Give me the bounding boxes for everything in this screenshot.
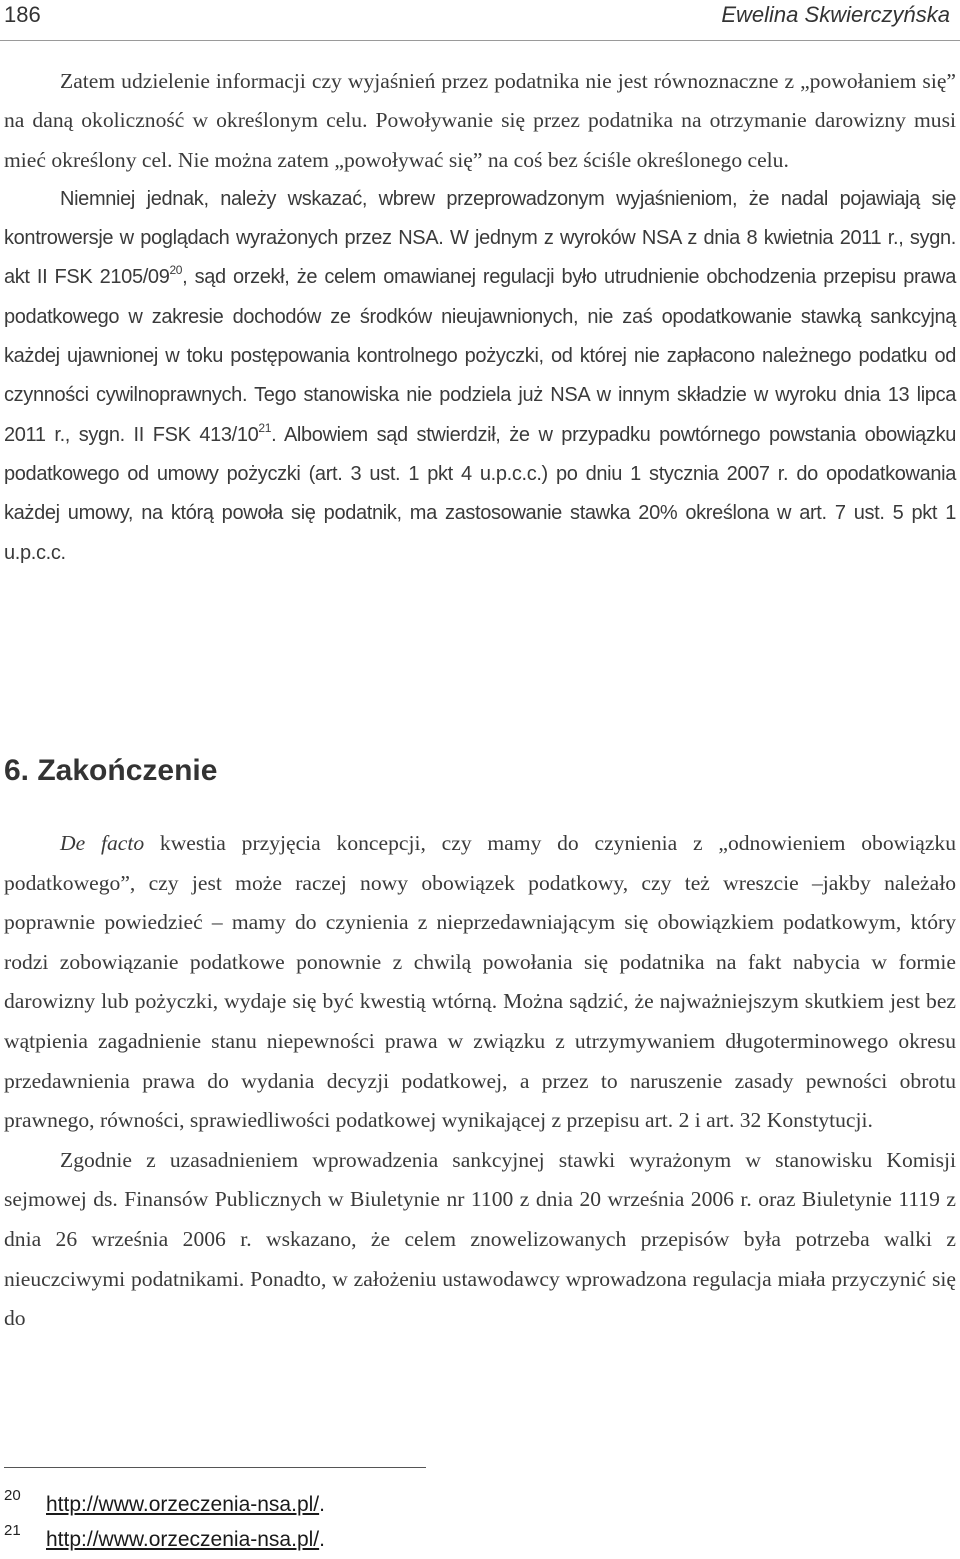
footnote-ref[interactable]: 21 (258, 420, 272, 435)
footnote-number: 20 (4, 1487, 21, 1504)
body-text-block (4, 62, 956, 573)
italic-phrase: De facto (60, 831, 145, 855)
paragraph (4, 824, 956, 1141)
paragraph-text: Niemniej jednak, należy wskazać, wbrew przeprowadzonym wyjaśnieniom, że nadal pojawiają się kontrowersje w poglądach wyrażonych przez NSA. W jednym z wyroków NSA z dnia 8 kwietnia 2011 r., sygn. akt II FSK 2105/09 (4, 187, 956, 289)
paragraph: Zgodnie z uzasadnieniem wprowadzenia sankcyjnej stawki wyrażonym w stanowisku Komisji sejmowej ds. Finansów Publicznych w Biuletynie nr 1100 z dnia 20 września 2006 r. oraz Biuletynie 1119 z dnia 26 września 2006 r. wskazano, że celem znowelizowanych przepisów była potrzeba walki z nieuczciwymi podatnikami. Ponadto, w założeniu ustawodawcy wprowadzona regulacja miała przyczynić się do (4, 1147, 956, 1331)
paragraph: Zatem udzielenie informacji czy wyjaśnień przez podatnika nie jest równoznaczne z „powołaniem się” na daną okoliczność w określonym celu. Powoływanie się przez podatnika na otrzymanie darowizny musi mieć określony cel. Nie można zatem „powoływać się” na coś bez ściśle określonego celu. (4, 69, 956, 172)
footnote-ref[interactable]: 20 (169, 263, 183, 278)
footnote-link-wrap (46, 1493, 325, 1517)
footnote-divider (4, 1467, 426, 1468)
paragraph-text: , sąd orzekł, że celem omawianej regulacji było utrudnienie obchodzenia przepisu prawa podatkowego w zakresie dochodów ze środków nieujawnionych, nie zaś opodatkowanie stawką sankcyjną każdej ujawnionej w toku postępowania kontrolnego pożyczki, od której nie zapłacono należnego podatku od czynności cywilnoprawnych. Tego stanowiska nie podziela już NSA w innym składzie w wyroku dnia 13 lipca 2011 r., sygn. II FSK 413/10 (4, 266, 956, 446)
footnote-link-wrap (46, 1528, 325, 1552)
footnote-trail: . (319, 1493, 325, 1516)
page-header (0, 0, 960, 41)
footnote-number: 21 (4, 1522, 21, 1539)
section-heading: 6. Zakończenie (4, 754, 218, 787)
paragraph-text: . Albowiem sąd stwierdził, że w przypadku powtórnego powstania obowiązku podatkowego od umowy pożyczki (art. 3 ust. 1 pkt 4 u.p.c.c.) po dniu 1 stycznia 2007 r. do opodatkowania każdej umowy, na którą powoła się podatnik, ma zastosowanie stawka 20% określona w art. 7 ust. 5 pkt 1 u.p.c.c. (4, 423, 956, 564)
page-number: 186 (4, 2, 41, 27)
paragraph (4, 180, 956, 573)
paragraph-text: kwestia przyjęcia koncepcji, czy mamy do czynienia z „odnowieniem obowiązku podatkowego”, czy jest może raczej nowy obowiązek podatkowy, czy też wreszcie –jakby należało poprawnie powiedzieć – mamy do czynienia z nieprzedawniającym się obowiązkiem podatkowym, który rodzi zobowiązanie podatkowe ponownie z chwilą powołania się podatnika na fakt nabycia w formie darowizny lub pożyczki, wydaje się być kwestią wtórną. Można sądzić, że najważniejszym skutkiem jest bez wątpienia zagadnienie stanu niepewności prawa w związku z utrzymywaniem długoterminowego okresu przedawnienia prawa do wydania decyzji podatkowej, a przez to naruszenie zasady pewności obrotu prawnego, równości, sprawiedliwości podatkowej wynikającej z przepisu art. 2 i art. 32 Konstytucji. (4, 831, 956, 1133)
footnote-link[interactable]: http://www.orzeczenia-nsa.pl/ (46, 1528, 320, 1551)
footnote-trail: . (319, 1528, 325, 1551)
running-head-author: Ewelina Skwierczyńska (721, 2, 950, 27)
body-text-block (4, 824, 956, 1339)
footnote-link[interactable]: http://www.orzeczenia-nsa.pl/ (46, 1493, 320, 1516)
